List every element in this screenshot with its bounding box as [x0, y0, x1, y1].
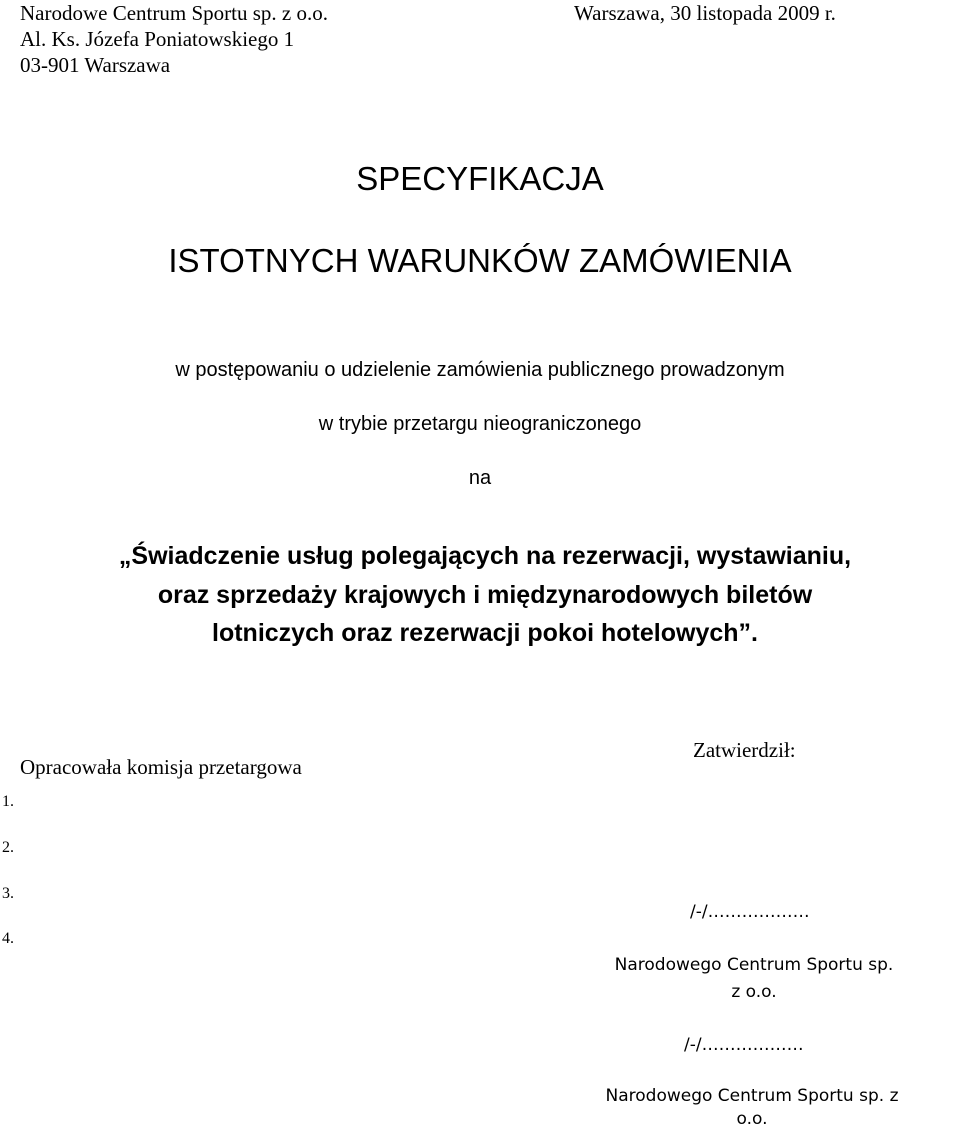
commission-member-3: 3.: [2, 885, 14, 902]
subject-line-1: „Świadczenie usług polegających na rezerwacji, wystawianiu,: [118, 542, 852, 570]
sender-city: 03-901 Warszawa: [20, 53, 171, 77]
mode-line: w trybie przetargu nieograniczonego: [318, 413, 642, 435]
sender-name: Narodowe Centrum Sportu sp. z o.o.: [20, 1, 328, 25]
procedure-line: w postępowaniu o udzielenie zamówienia publicznego prowadzonym: [175, 359, 785, 381]
commission-member-4: 4.: [2, 930, 14, 947]
signature-2: /-/………………: [684, 1035, 804, 1055]
place-date: Warszawa, 30 listopada 2009 r.: [574, 1, 836, 25]
signature-1: /-/………………: [690, 902, 810, 922]
na-line: na: [468, 467, 492, 489]
document-title: SPECYFIKACJA: [356, 160, 604, 197]
approver-org-2-line-1: Narodowego Centrum Sportu sp. z: [605, 1086, 899, 1106]
subject-line-2: oraz sprzedaży krajowych i międzynarodowych biletów: [157, 581, 813, 609]
commission-member-2: 2.: [2, 839, 14, 856]
commission-heading: Opracowała komisja przetargowa: [20, 755, 302, 779]
approval-heading: Zatwierdził:: [693, 738, 796, 762]
approver-org-1-line-1: Narodowego Centrum Sportu sp.: [614, 955, 894, 975]
approver-org-2-line-2: o.o.: [736, 1109, 768, 1129]
sender-street: Al. Ks. Józefa Poniatowskiego 1: [20, 27, 295, 51]
commission-member-1: 1.: [2, 793, 14, 810]
approver-org-1-line-2: z o.o.: [731, 982, 777, 1002]
subject-line-3: lotniczych oraz rezerwacji pokoi hotelowych”.: [212, 619, 758, 647]
document-subtitle: ISTOTNYCH WARUNKÓW ZAMÓWIENIA: [168, 242, 792, 279]
